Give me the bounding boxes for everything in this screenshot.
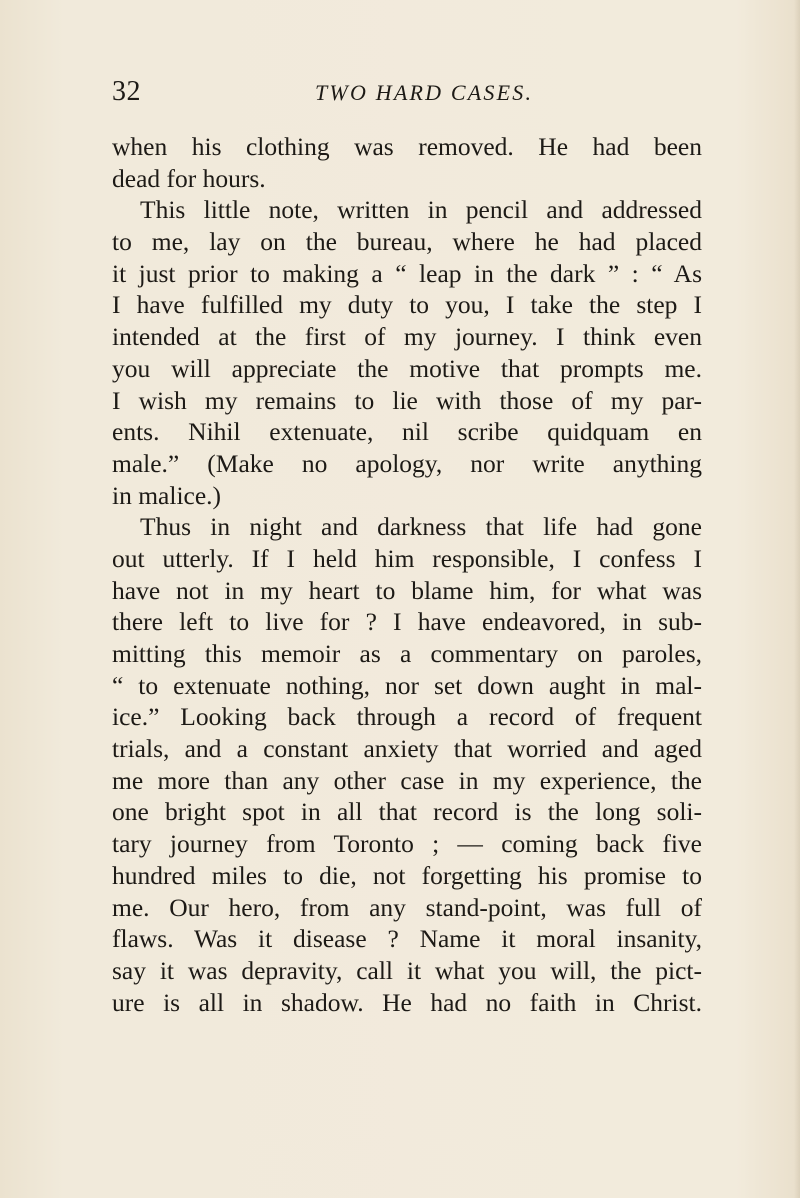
text-line: me more than any other case in my experience, the: [112, 765, 702, 795]
page-number: 32: [112, 76, 141, 107]
text-line: male.” (Make no apology, nor write anything: [112, 448, 702, 478]
body-text: [112, 131, 702, 1018]
text-line: one bright spot in all that record is the long soli-: [112, 797, 702, 827]
text-line: when his clothing was removed. He had been: [112, 132, 702, 161]
text-line: This little note, written in pencil and addressed: [140, 195, 702, 225]
page-header: [112, 76, 698, 116]
text-line: mitting this memoir as a commentary on paroles,: [112, 639, 702, 668]
page-edge-shadow: [794, 0, 800, 1198]
text-line: tary journey from Toronto ; — coming back five: [112, 829, 702, 859]
text-line: there left to live for ? I have endeavored, in sub-: [112, 607, 702, 637]
text-line: ents. Nihil extenuate, nil scribe quidquam en: [112, 417, 702, 447]
text-line: ure is all in shadow. He had no faith in Christ.: [112, 987, 702, 1017]
text-line: intended at the first of my journey. I think even: [112, 322, 702, 352]
text-line: say it was depravity, call it what you will, the pict-: [112, 955, 702, 985]
text-line: I wish my remains to lie with those of my par-: [112, 385, 702, 415]
text-line: dead for hours.: [112, 163, 266, 193]
text-line: to me, lay on the bureau, where he had placed: [112, 227, 702, 257]
running-head: TWO HARD CASES.: [315, 80, 534, 105]
text-line: me. Our hero, from any stand-point, was full of: [112, 892, 702, 922]
text-line: flaws. Was it disease ? Name it moral insanity,: [112, 924, 702, 954]
text-line: you will appreciate the motive that prompts me.: [112, 353, 702, 383]
text-line: “ to extenuate nothing, nor set down aught in mal-: [112, 670, 702, 700]
text-line: it just prior to making a “ leap in the dark ” : “ As: [112, 258, 702, 288]
text-line: have not in my heart to blame him, for what was: [112, 575, 702, 605]
text-line: Thus in night and darkness that life had gone: [140, 512, 702, 542]
text-line: out utterly. If I held him responsible, I confess I: [112, 543, 702, 573]
text-line: ice.” Looking back through a record of frequent: [112, 702, 702, 732]
text-line: hundred miles to die, not forgetting his promise to: [112, 860, 702, 890]
text-line: I have fulfilled my duty to you, I take the step I: [112, 290, 702, 320]
text-line: in malice.): [112, 480, 222, 510]
text-line: trials, and a constant anxiety that worried and aged: [112, 734, 702, 764]
